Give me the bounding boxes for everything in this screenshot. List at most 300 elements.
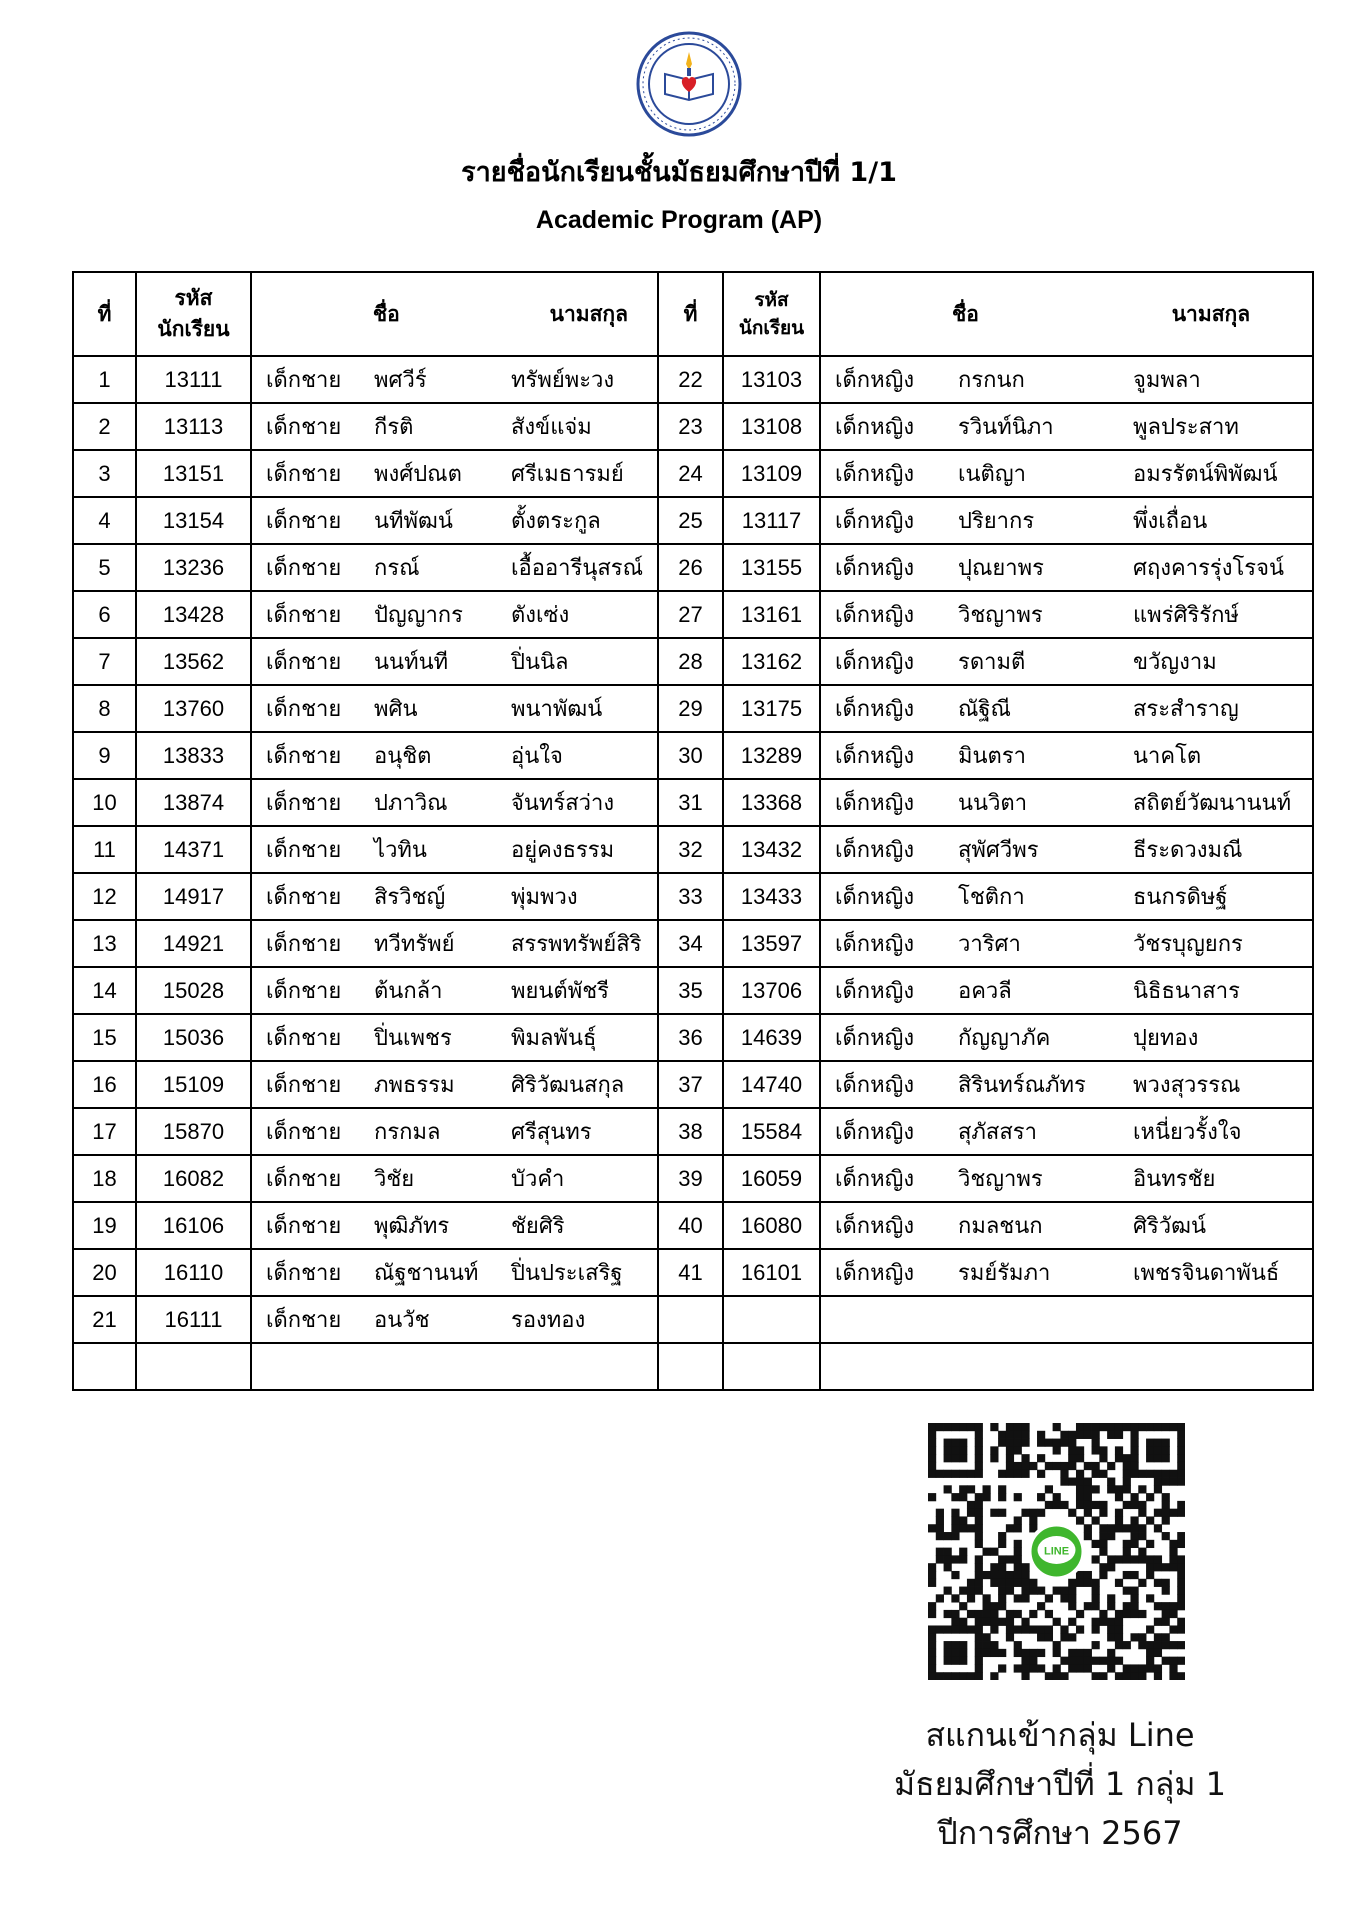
student-last-name: ศรีสุนทร (511, 1120, 592, 1145)
student-name-cell (251, 1061, 658, 1108)
student-last-name: พึ่งเถื่อน (1133, 509, 1208, 534)
student-name-cell (251, 1296, 658, 1343)
student-first-name: นนวิตา (958, 791, 1028, 816)
student-title-prefix: เด็กหญิง (835, 1026, 915, 1051)
table-row (73, 1343, 1313, 1390)
row-number: 6 (73, 591, 136, 638)
row-number: 32 (658, 826, 723, 873)
row-number: 25 (658, 497, 723, 544)
student-title-prefix: เด็กหญิง (835, 556, 915, 581)
student-title-prefix: เด็กหญิง (835, 885, 915, 910)
student-name-cell (251, 1108, 658, 1155)
student-last-name: ศิริวัฒนสกุล (511, 1073, 625, 1098)
student-first-name: สิรวิชญ์ (374, 885, 446, 910)
student-last-name: พุ่มพวง (511, 885, 578, 910)
student-title-prefix: เด็กหญิง (835, 1120, 915, 1145)
student-last-name: ธนกรดิษฐ์ (1133, 885, 1228, 910)
student-first-name: กีรติ (374, 415, 414, 440)
student-first-name: ปริยากร (958, 509, 1035, 534)
student-name-cell (820, 1014, 1313, 1061)
student-first-name: พศวีร์ (374, 368, 427, 393)
header-id-line2: นักเรียน (157, 317, 230, 341)
row-number: 10 (73, 779, 136, 826)
table-row (73, 685, 1313, 732)
header-student-id-right (723, 272, 820, 356)
row-number: 8 (73, 685, 136, 732)
student-last-name: แพร่ศิริรักษ์ (1133, 603, 1239, 628)
student-id: 16082 (136, 1155, 251, 1202)
student-title-prefix: เด็กหญิง (835, 462, 915, 487)
student-last-name: ปิ่นประเสริฐ (511, 1261, 623, 1286)
qr-caption-line1: สแกนเข้ากลุ่ม Line (925, 1716, 1195, 1754)
student-title-prefix: เด็กหญิง (835, 1214, 915, 1239)
student-title-prefix: เด็กชาย (266, 650, 342, 675)
student-last-name: วัชรบุญยกร (1133, 932, 1243, 957)
student-last-name: ศิริวัฒน์ (1133, 1214, 1207, 1239)
student-name-cell (820, 1108, 1313, 1155)
row-number: 35 (658, 967, 723, 1014)
student-id: 13833 (136, 732, 251, 779)
student-title-prefix: เด็กหญิง (835, 838, 915, 863)
table-row (73, 356, 1313, 403)
student-id: 13874 (136, 779, 251, 826)
student-title-prefix: เด็กชาย (266, 603, 342, 628)
header-student-id-left (136, 272, 251, 356)
student-last-name: ชัยศิริ (511, 1214, 565, 1239)
student-id: 13103 (723, 356, 820, 403)
header-first-name: ชื่อ (951, 301, 979, 326)
student-name-cell (251, 638, 658, 685)
student-id: 13113 (136, 403, 251, 450)
student-id: 14921 (136, 920, 251, 967)
student-last-name: อุ่นใจ (511, 744, 563, 769)
student-title-prefix: เด็กชาย (266, 1026, 342, 1051)
student-last-name: จันทร์สว่าง (511, 791, 615, 816)
qr-code-icon (928, 1423, 1185, 1680)
student-first-name: อนวัช (374, 1308, 430, 1333)
student-name-cell (820, 685, 1313, 732)
row-number: 13 (73, 920, 136, 967)
student-first-name: พศิน (374, 697, 418, 722)
student-first-name: รดามตี (958, 650, 1026, 675)
header-no-left: ที่ (73, 272, 136, 356)
student-title-prefix: เด็กชาย (266, 368, 342, 393)
student-last-name: สถิตย์วัฒนานนท์ (1133, 791, 1292, 816)
student-name-cell (251, 826, 658, 873)
student-last-name: พูลประสาท (1133, 415, 1239, 440)
row-number: 40 (658, 1202, 723, 1249)
student-first-name: กรณ์ (374, 556, 420, 581)
page-title: รายชื่อนักเรียนชั้นมัธยมศึกษาปีที่ 1/1 (461, 157, 897, 188)
student-title-prefix: เด็กหญิง (835, 1261, 915, 1286)
row-number: 27 (658, 591, 723, 638)
student-last-name: อมรรัตน์พิพัฒน์ (1133, 462, 1278, 487)
row-number (73, 1343, 136, 1390)
student-title-prefix: เด็กหญิง (835, 650, 915, 675)
student-name-cell (820, 826, 1313, 873)
student-name-cell (251, 1343, 658, 1390)
student-id: 13108 (723, 403, 820, 450)
header-no-right: ที่ (658, 272, 723, 356)
student-last-name: ศรีเมธารมย์ (511, 462, 624, 487)
line-group-qr (928, 1423, 1185, 1680)
qr-caption-line2: มัธยมศึกษาปีที่ 1 กลุ่ม 1 (894, 1765, 1226, 1803)
student-name-cell (251, 1155, 658, 1202)
student-first-name: อควลี (958, 979, 1012, 1004)
student-title-prefix: เด็กชาย (266, 1120, 342, 1145)
table-row (73, 873, 1313, 920)
student-title-prefix: เด็กชาย (266, 744, 342, 769)
student-first-name: พุฒิภัทร (374, 1214, 450, 1239)
student-name-cell (820, 450, 1313, 497)
row-number: 5 (73, 544, 136, 591)
student-last-name: ทรัพย์พะวง (511, 368, 615, 393)
student-name-cell (251, 967, 658, 1014)
student-first-name: รมย์รัมภา (958, 1261, 1051, 1286)
student-id: 14917 (136, 873, 251, 920)
student-last-name: นาคโต (1133, 744, 1202, 769)
student-name-cell (251, 873, 658, 920)
student-id: 14740 (723, 1061, 820, 1108)
school-logo (635, 30, 743, 138)
student-first-name: วิชัย (374, 1167, 415, 1192)
student-id: 15870 (136, 1108, 251, 1155)
row-number: 18 (73, 1155, 136, 1202)
student-first-name: รวินท์นิภา (958, 415, 1054, 440)
student-id: 13109 (723, 450, 820, 497)
student-name-cell (251, 920, 658, 967)
student-id: 13706 (723, 967, 820, 1014)
student-first-name: ปัญญากร (374, 603, 463, 628)
row-number: 41 (658, 1249, 723, 1296)
row-number: 16 (73, 1061, 136, 1108)
table-row (73, 826, 1313, 873)
student-title-prefix: เด็กชาย (266, 697, 342, 722)
table-row (73, 403, 1313, 450)
table-row (73, 732, 1313, 779)
student-last-name: นิธิธนาสาร (1133, 979, 1240, 1004)
student-name-cell (251, 356, 658, 403)
student-name-cell (820, 356, 1313, 403)
student-id: 16059 (723, 1155, 820, 1202)
student-id: 13117 (723, 497, 820, 544)
student-first-name: อนุชิต (374, 744, 432, 769)
student-id: 13562 (136, 638, 251, 685)
student-title-prefix: เด็กหญิง (835, 979, 915, 1004)
student-title-prefix: เด็กชาย (266, 979, 342, 1004)
student-first-name: กัญญาภัค (958, 1026, 1051, 1051)
student-name-cell (820, 591, 1313, 638)
student-first-name: ต้นกล้า (374, 979, 443, 1004)
row-number: 24 (658, 450, 723, 497)
student-title-prefix: เด็กชาย (266, 1167, 342, 1192)
student-last-name: ปิ่นนิล (511, 650, 569, 675)
row-number: 26 (658, 544, 723, 591)
row-number: 29 (658, 685, 723, 732)
table-row (73, 1061, 1313, 1108)
student-name-cell (820, 1343, 1313, 1390)
student-name-cell (251, 591, 658, 638)
student-first-name: กรกมล (374, 1120, 441, 1145)
student-title-prefix: เด็กหญิง (835, 791, 915, 816)
table-row (73, 779, 1313, 826)
student-first-name: กมลชนก (958, 1214, 1043, 1239)
student-name-cell (251, 544, 658, 591)
table-row (73, 544, 1313, 591)
student-name-cell (820, 638, 1313, 685)
student-title-prefix: เด็กชาย (266, 462, 342, 487)
student-first-name: พงศ์ปณต (374, 462, 462, 487)
student-title-prefix: เด็กหญิง (835, 509, 915, 534)
header-id-line1: รหัส (174, 285, 213, 310)
row-number: 19 (73, 1202, 136, 1249)
student-id: 14371 (136, 826, 251, 873)
student-name-cell (251, 403, 658, 450)
student-name-cell (820, 920, 1313, 967)
student-title-prefix: เด็กชาย (266, 1214, 342, 1239)
row-number: 20 (73, 1249, 136, 1296)
table-row (73, 1014, 1313, 1061)
student-id: 15109 (136, 1061, 251, 1108)
table-row (73, 591, 1313, 638)
student-id: 13175 (723, 685, 820, 732)
table-row (73, 920, 1313, 967)
student-name-cell (820, 967, 1313, 1014)
student-id: 13162 (723, 638, 820, 685)
student-name-cell (251, 732, 658, 779)
student-first-name: กรกนก (958, 368, 1025, 393)
student-id: 13154 (136, 497, 251, 544)
header-name-right (820, 272, 1313, 356)
row-number: 14 (73, 967, 136, 1014)
student-first-name: ภพธรรม (374, 1073, 455, 1098)
student-title-prefix: เด็กชาย (266, 556, 342, 581)
row-number (658, 1296, 723, 1343)
student-roster-table (72, 271, 1314, 1391)
row-number: 23 (658, 403, 723, 450)
student-title-prefix: เด็กชาย (266, 791, 342, 816)
student-last-name: ศฤงคารรุ่งโรจน์ (1133, 556, 1285, 581)
student-first-name: สุพัศวีพร (958, 838, 1039, 863)
student-first-name: นทีพัฒน์ (374, 509, 453, 534)
student-id: 13428 (136, 591, 251, 638)
student-title-prefix: เด็กชาย (266, 1073, 342, 1098)
header-last-name: นามสกุล (1171, 301, 1251, 326)
student-first-name: ปุณยาพร (958, 556, 1044, 581)
student-id: 16080 (723, 1202, 820, 1249)
student-name-cell (251, 779, 658, 826)
student-title-prefix: เด็กชาย (266, 509, 342, 534)
row-number: 34 (658, 920, 723, 967)
student-last-name: เหนี่ยวรั้งใจ (1133, 1120, 1242, 1145)
student-first-name: วิชญาพร (958, 603, 1043, 628)
table-row (73, 1296, 1313, 1343)
student-first-name: ทวีทรัพย์ (374, 932, 455, 957)
row-number: 2 (73, 403, 136, 450)
student-last-name: ปุยทอง (1133, 1026, 1199, 1051)
student-first-name: ไวทิน (374, 838, 427, 863)
line-logo-text: LINE (1043, 1545, 1070, 1558)
row-number (658, 1343, 723, 1390)
student-name-cell (820, 873, 1313, 920)
student-first-name: ณัฐชานนท์ (374, 1261, 479, 1286)
student-name-cell (251, 685, 658, 732)
header-id-line1: รหัส (754, 288, 789, 311)
student-first-name: สิรินทร์ณภัทร (958, 1073, 1086, 1098)
row-number: 37 (658, 1061, 723, 1108)
row-number: 30 (658, 732, 723, 779)
student-title-prefix: เด็กหญิง (835, 1073, 915, 1098)
student-id: 13433 (723, 873, 820, 920)
student-last-name: พยนต์พัชรี (511, 979, 609, 1004)
student-last-name: อยู่คงธรรม (511, 838, 615, 863)
student-last-name: รองทอง (511, 1308, 586, 1333)
student-first-name: โชติกา (958, 885, 1025, 910)
student-id (136, 1343, 251, 1390)
row-number: 38 (658, 1108, 723, 1155)
row-number: 17 (73, 1108, 136, 1155)
line-logo-icon (1030, 1525, 1084, 1579)
student-first-name: สุภัสสรา (958, 1120, 1037, 1145)
student-id: 14639 (723, 1014, 820, 1061)
student-title-prefix: เด็กชาย (266, 932, 342, 957)
row-number: 31 (658, 779, 723, 826)
row-number: 12 (73, 873, 136, 920)
row-number: 39 (658, 1155, 723, 1202)
row-number: 33 (658, 873, 723, 920)
student-name-cell (820, 1061, 1313, 1108)
student-title-prefix: เด็กหญิง (835, 697, 915, 722)
student-first-name: วิชญาพร (958, 1167, 1043, 1192)
student-id (723, 1343, 820, 1390)
student-title-prefix: เด็กหญิง (835, 1167, 915, 1192)
student-first-name: วาริศา (958, 932, 1021, 957)
student-id: 13289 (723, 732, 820, 779)
student-id: 15584 (723, 1108, 820, 1155)
row-number: 7 (73, 638, 136, 685)
row-number: 22 (658, 356, 723, 403)
student-name-cell (251, 1249, 658, 1296)
student-name-cell (820, 1296, 1313, 1343)
table-row (73, 450, 1313, 497)
student-first-name: ณัฐิณี (958, 697, 1011, 722)
program-subtitle: Academic Program (AP) (535, 206, 823, 234)
student-last-name: เอื้ออารีนุสรณ์ (511, 556, 644, 581)
student-id: 16111 (136, 1296, 251, 1343)
student-id: 15028 (136, 967, 251, 1014)
student-name-cell (251, 1202, 658, 1249)
student-name-cell (820, 1155, 1313, 1202)
student-last-name: จูมพลา (1133, 368, 1201, 393)
student-id: 13111 (136, 356, 251, 403)
student-id (723, 1296, 820, 1343)
row-number: 21 (73, 1296, 136, 1343)
student-id: 13432 (723, 826, 820, 873)
student-last-name: ธีระดวงมณี (1133, 838, 1243, 863)
row-number: 4 (73, 497, 136, 544)
student-id: 16101 (723, 1249, 820, 1296)
student-title-prefix: เด็กชาย (266, 1308, 342, 1333)
table-row (73, 967, 1313, 1014)
student-first-name: เนติญา (958, 462, 1026, 487)
table-row (73, 1202, 1313, 1249)
student-last-name: ตั้งตระกูล (511, 509, 601, 534)
row-number: 3 (73, 450, 136, 497)
table-header-row (73, 272, 1313, 356)
student-id: 13151 (136, 450, 251, 497)
student-name-cell (820, 1202, 1313, 1249)
student-last-name: พวงสุวรรณ (1133, 1073, 1241, 1098)
student-id: 13760 (136, 685, 251, 732)
table-row (73, 1108, 1313, 1155)
student-name-cell (820, 732, 1313, 779)
student-name-cell (820, 403, 1313, 450)
student-id: 13368 (723, 779, 820, 826)
student-title-prefix: เด็กชาย (266, 838, 342, 863)
student-last-name: บัวคำ (511, 1167, 565, 1192)
table-row (73, 1249, 1313, 1296)
student-id: 13597 (723, 920, 820, 967)
student-last-name: อินทรชัย (1133, 1167, 1216, 1192)
student-title-prefix: เด็กชาย (266, 885, 342, 910)
table-row (73, 497, 1313, 544)
table-row (73, 638, 1313, 685)
student-id: 13161 (723, 591, 820, 638)
student-name-cell (251, 497, 658, 544)
header-first-name: ชื่อ (372, 301, 400, 326)
student-name-cell (820, 497, 1313, 544)
student-last-name: สระสำราญ (1133, 697, 1239, 722)
student-last-name: สรรพทรัพย์สิริ (511, 932, 642, 957)
student-id: 16106 (136, 1202, 251, 1249)
student-last-name: ตังเซ่ง (511, 603, 570, 628)
student-title-prefix: เด็กหญิง (835, 603, 915, 628)
student-name-cell (251, 450, 658, 497)
table-row (73, 1155, 1313, 1202)
student-id: 13155 (723, 544, 820, 591)
student-first-name: ปิ่นเพชร (374, 1026, 452, 1051)
student-last-name: พนาพัฒน์ (511, 697, 603, 722)
student-name-cell (820, 779, 1313, 826)
header-id-line2: นักเรียน (738, 317, 805, 339)
student-name-cell (820, 1249, 1313, 1296)
row-number: 1 (73, 356, 136, 403)
header-last-name: นามสกุล (549, 301, 629, 326)
row-number: 11 (73, 826, 136, 873)
student-last-name: ขวัญงาม (1133, 650, 1217, 675)
qr-caption-line3: ปีการศึกษา 2567 (937, 1814, 1183, 1852)
student-title-prefix: เด็กหญิง (835, 932, 915, 957)
student-title-prefix: เด็กหญิง (835, 415, 915, 440)
student-title-prefix: เด็กชาย (266, 1261, 342, 1286)
student-first-name: ปภาวิณ (374, 791, 448, 816)
student-first-name: นนท์นที (374, 650, 449, 675)
student-id: 16110 (136, 1249, 251, 1296)
student-last-name: เพชรจินดาพันธ์ (1133, 1261, 1280, 1286)
row-number: 9 (73, 732, 136, 779)
student-title-prefix: เด็กชาย (266, 415, 342, 440)
student-name-cell (251, 1014, 658, 1061)
header-name-left (251, 272, 658, 356)
student-id: 15036 (136, 1014, 251, 1061)
student-name-cell (820, 544, 1313, 591)
student-first-name: มินตรา (958, 744, 1026, 769)
student-last-name: สังข์แจ่ม (511, 415, 592, 440)
student-last-name: พิมลพันธุ์ (511, 1026, 597, 1051)
student-id: 13236 (136, 544, 251, 591)
student-title-prefix: เด็กหญิง (835, 744, 915, 769)
student-title-prefix: เด็กหญิง (835, 368, 915, 393)
